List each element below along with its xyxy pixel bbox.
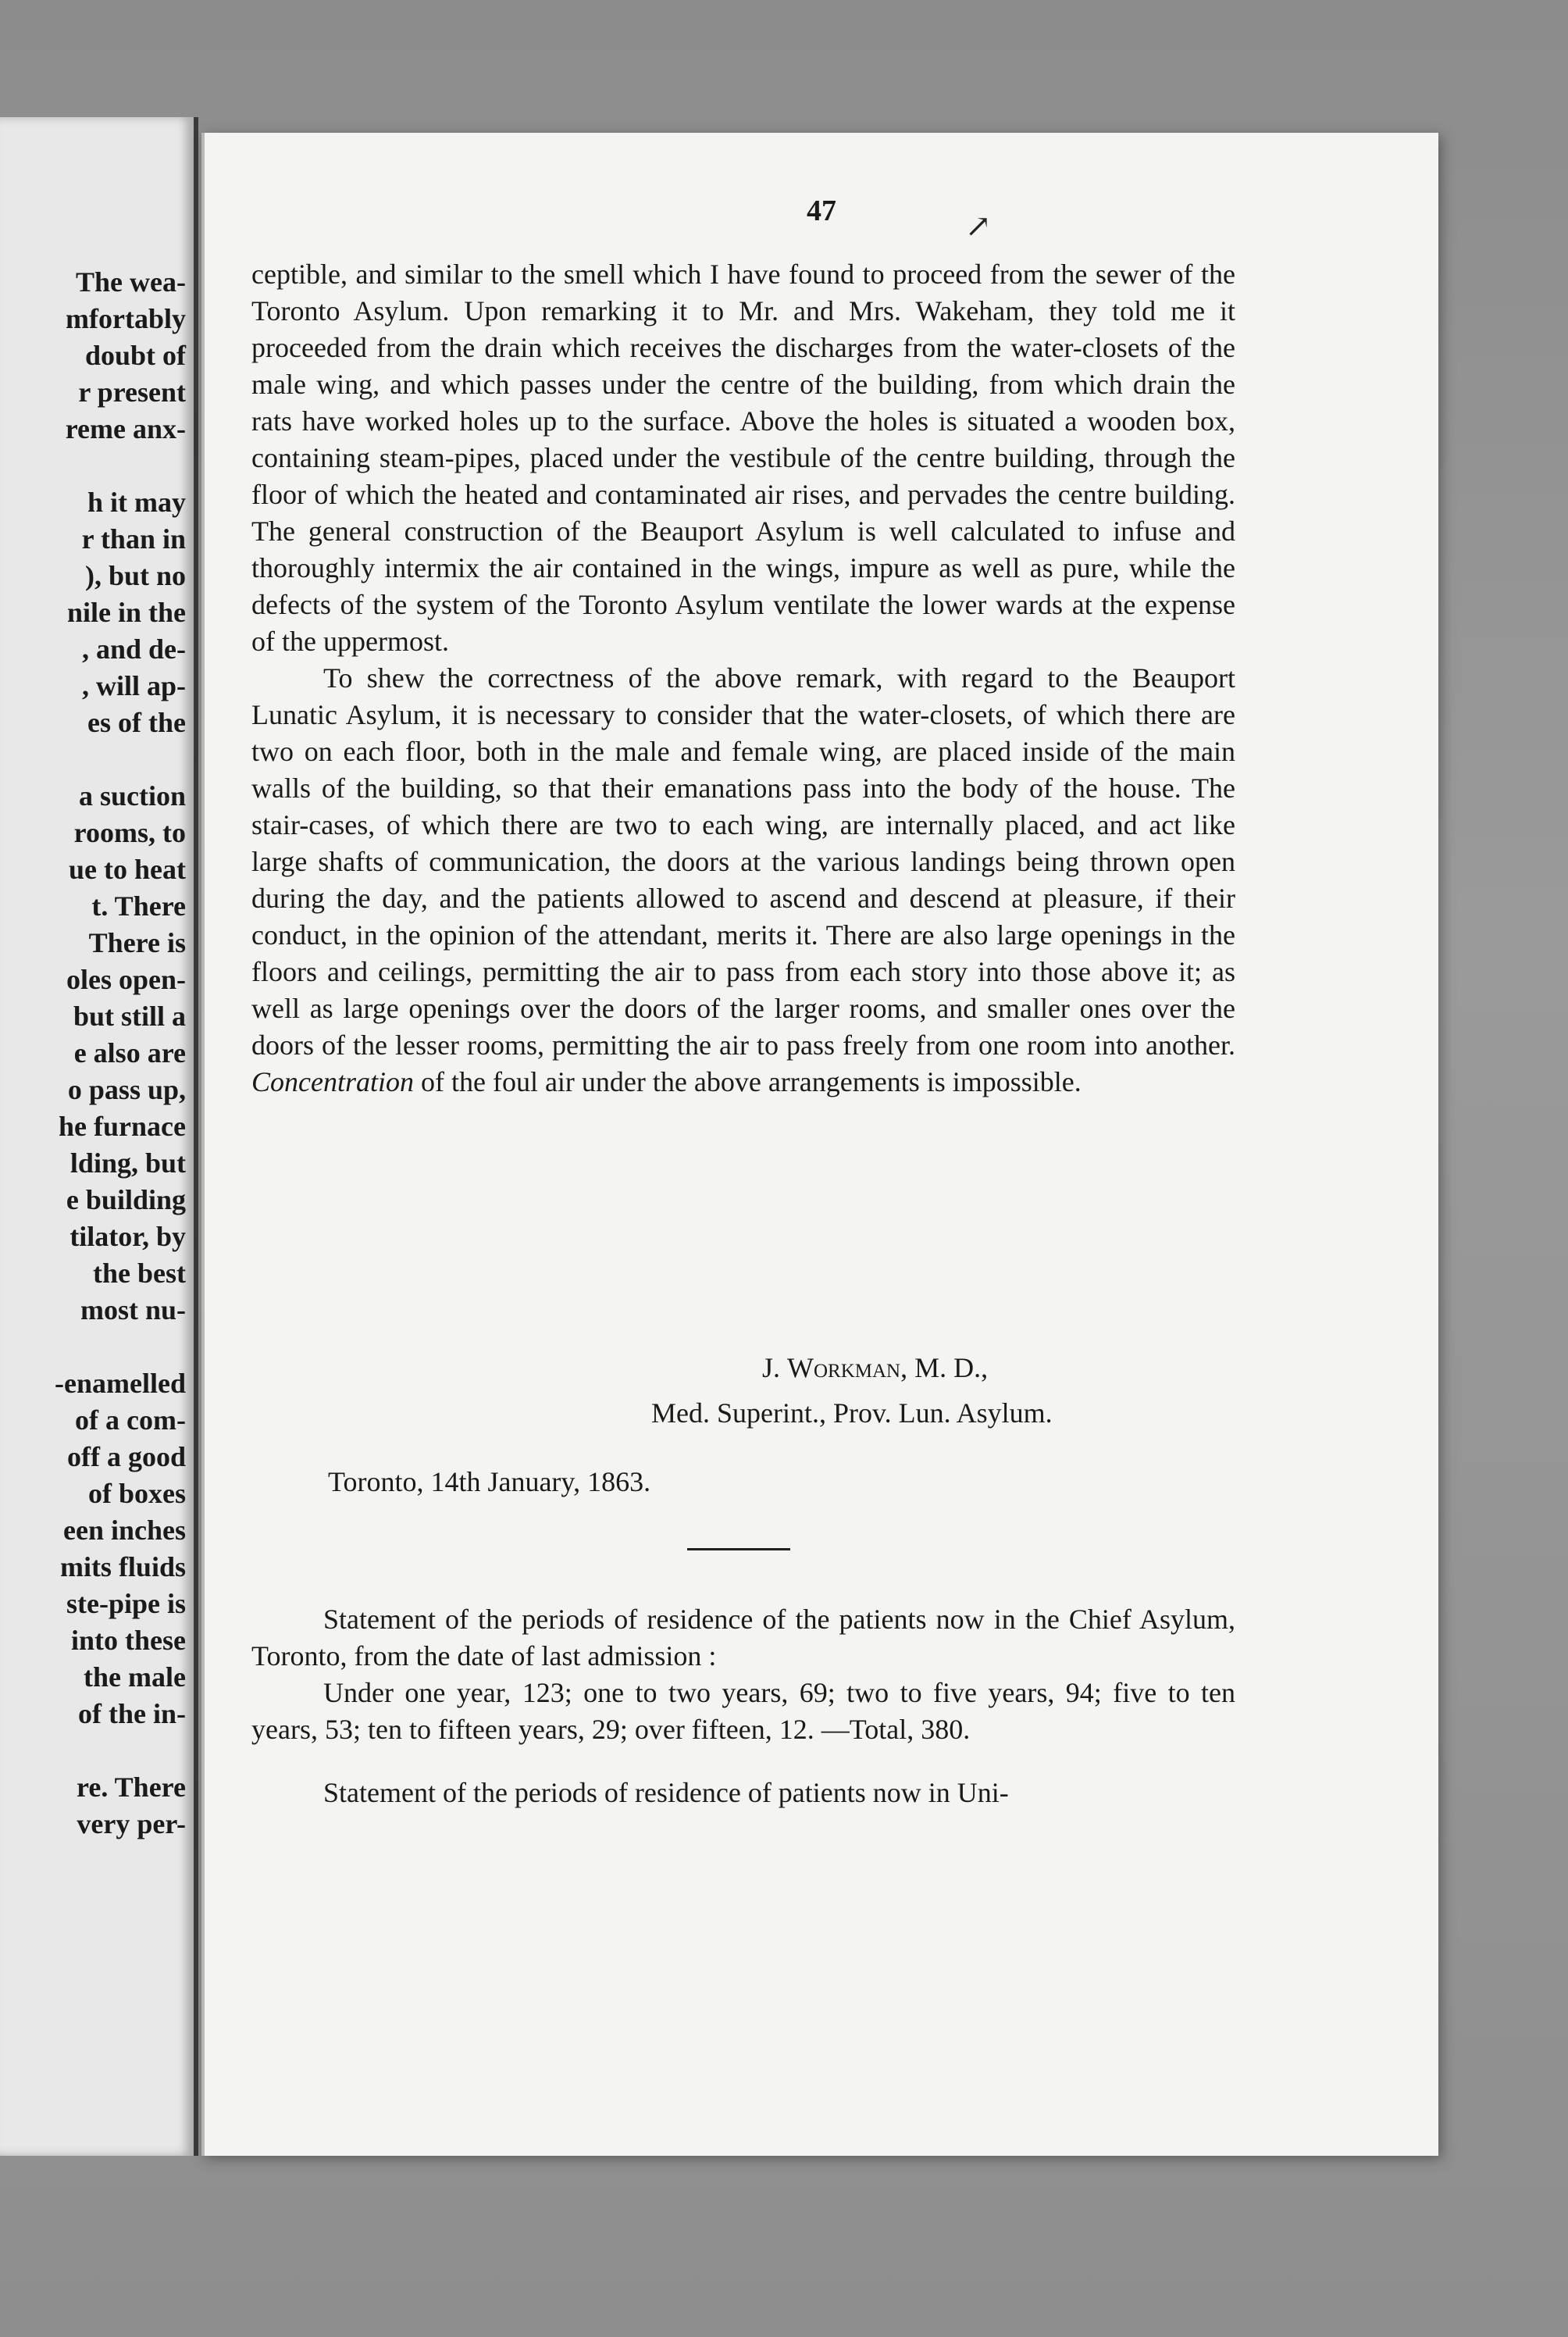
statements-section xyxy=(251,1601,1235,1811)
previous-page-line: off a good xyxy=(67,1441,186,1472)
previous-page-line: , will ap- xyxy=(81,670,186,701)
paragraph-beauport xyxy=(251,660,1235,1101)
previous-page-line: the best xyxy=(93,1258,186,1289)
previous-page-line: most nu- xyxy=(80,1294,186,1325)
statement-toronto-intro: Statement of the periods of residence of the patients now in the Chief Asylum, Toronto, from the date of last admission : xyxy=(251,1604,1235,1672)
previous-page-line: of a com- xyxy=(75,1404,186,1436)
previous-page-line: r present xyxy=(78,376,186,408)
previous-page-line: a suction xyxy=(78,780,186,812)
previous-page-gap xyxy=(0,1732,186,1769)
signature-surname: Workman xyxy=(787,1352,901,1383)
previous-page-line: tilator, by xyxy=(69,1221,186,1252)
previous-page-line: but still a xyxy=(73,1001,186,1032)
previous-page-line: oles open- xyxy=(66,964,186,995)
signature-name xyxy=(762,1350,988,1386)
previous-page-gap xyxy=(0,1329,186,1365)
previous-page-line: of the in- xyxy=(78,1698,186,1729)
previous-page-line: es of the xyxy=(87,707,186,738)
previous-page-line: h it may xyxy=(87,487,186,518)
page-number: 47 xyxy=(807,194,836,227)
paragraph-continued: ceptible, and similar to the smell which I have found to proceed from the sewer of the Toronto Asylum. Upon remarking it to Mr. and Mrs. Wakeham, they told me it proceeded from the drain which receives the discharges from the water-closets of the male wing, and which passes under the centre of the building, from which drain the rats have worked holes up to the surface. Above the holes is situated a wooden box, containing steam-pipes, placed under the vestibule of the centre building, through the floor of which the heated and contaminated air rises, and pervades the centre building. The general construction of the Beauport Asylum is well calculated to infuse and thoroughly intermix the air contained in the wings, impure as well as pure, while the defects of the system of the Toronto Asylum ventilate the lower wards at the expense of the uppermost. xyxy=(251,259,1235,657)
previous-page-line: nile in the xyxy=(66,597,186,628)
paragraph-beauport-end: of the foul air under the above arrangements is impossible. xyxy=(420,1066,1082,1097)
previous-page-line: mfortably xyxy=(66,303,186,334)
previous-page-fragment xyxy=(0,117,198,2156)
paragraph-beauport-text: To shew the correctness of the above remark, with regard to the Beauport Lunatic Asylum, it is necessary to consider that the water-closets, of which there are two on each floor, both in the male and female wing, are placed inside of the main walls of the building, so that their emanations pass into the body of the house. The stair-cases, of which there are two to each wing, are internally placed, and act like large shafts of communication, the doors at the various landings being thrown open during the day, and the patients allowed to ascend and descend at pleasure, if their conduct, in the opinion of the attendant, merits it. There are also large openings in the floors and ceilings, permitting the air to pass from each story into those above it; as well as large openings over the doors of the larger rooms, and smaller ones over the doors of the lesser rooms, permitting the air to pass freely from one room into another. xyxy=(251,662,1235,1061)
previous-page-line: he furnace xyxy=(59,1111,186,1142)
previous-page-line: een inches xyxy=(63,1515,186,1546)
statement-toronto-data: Under one year, 123; one to two years, 69; two to five years, 94; five to ten years, 53; ten to fifteen years, 29; over fifteen, 12. —Total, 380. xyxy=(251,1677,1235,1745)
previous-page-line: very per- xyxy=(77,1808,186,1839)
previous-page-line: reme anx- xyxy=(65,413,186,444)
previous-page-line: ), but no xyxy=(84,560,186,591)
previous-page-line: r than in xyxy=(81,523,186,555)
main-text xyxy=(251,256,1235,1101)
previous-page-line: rooms, to xyxy=(73,817,186,848)
previous-page-line: , and de- xyxy=(81,633,186,665)
previous-page-line: e building xyxy=(66,1184,186,1215)
previous-page-line: into these xyxy=(71,1625,186,1656)
previous-page-line: ue to heat xyxy=(69,854,186,885)
signature-degree: , M. D., xyxy=(900,1352,989,1383)
previous-page-gap xyxy=(0,741,186,778)
statement-second-intro: Statement of the periods of residence of patients now in Uni- xyxy=(323,1777,1009,1808)
previous-page-line: lding, but xyxy=(69,1147,186,1179)
signature-title: Med. Superint., Prov. Lun. Asylum. xyxy=(651,1397,1053,1429)
section-divider xyxy=(687,1548,790,1550)
signature-initial: J. xyxy=(762,1352,781,1383)
previous-page-line: ste-pipe is xyxy=(66,1588,186,1619)
previous-page-lines xyxy=(0,264,186,1843)
previous-page-line: mits fluids xyxy=(59,1551,186,1582)
previous-page-line: The wea- xyxy=(76,266,186,298)
page-47 xyxy=(201,133,1438,2156)
previous-page-line: re. There xyxy=(77,1771,186,1803)
italic-term: Concentration xyxy=(251,1066,414,1097)
previous-page-line: There is xyxy=(88,927,186,958)
previous-page-line: e also are xyxy=(73,1037,186,1069)
previous-page-line: doubt of xyxy=(84,340,186,371)
previous-page-line: t. There xyxy=(91,890,186,922)
previous-page-gap xyxy=(0,448,186,484)
ink-mark: ↗ xyxy=(965,209,992,244)
dateline: Toronto, 14th January, 1863. xyxy=(328,1466,651,1497)
previous-page-line: the male xyxy=(84,1661,186,1693)
previous-page-line: -enamelled xyxy=(55,1368,186,1399)
previous-page-line: of boxes xyxy=(88,1478,186,1509)
previous-page-line: o pass up, xyxy=(67,1074,186,1105)
